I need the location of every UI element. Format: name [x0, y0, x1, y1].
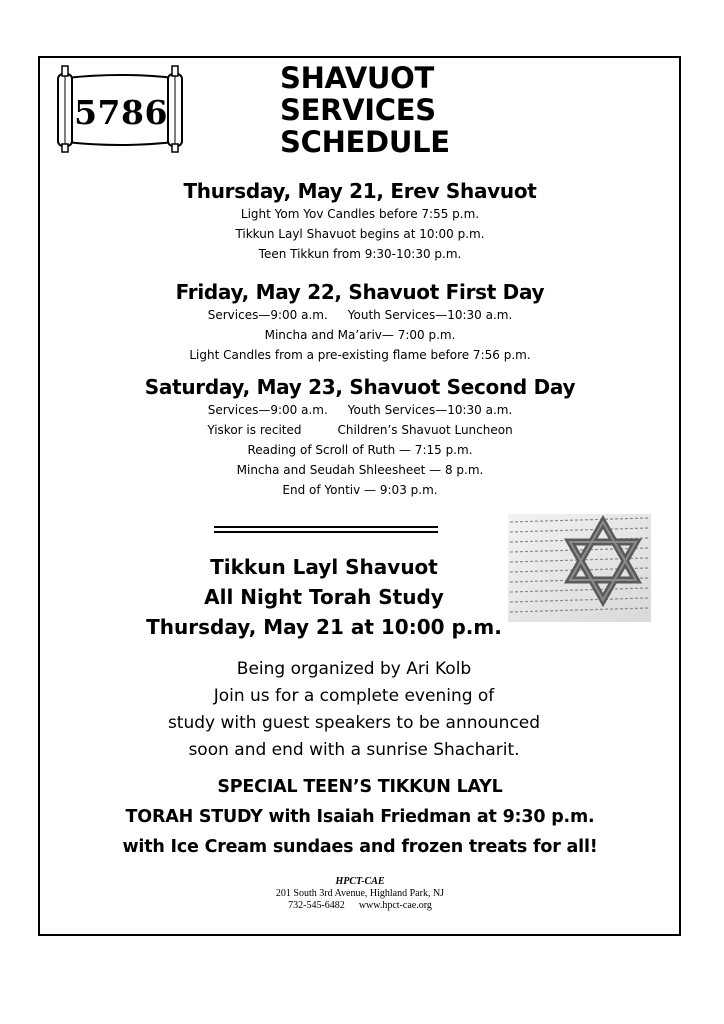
description-line: study with guest speakers to be announced	[167, 713, 541, 733]
schedule-line: Light Candles from a pre-existing flame before 7:56 p.m.	[189, 348, 531, 362]
schedule-item: Children’s Shavuot Luncheon	[337, 423, 513, 437]
title-line: SHAVUOT	[280, 61, 434, 95]
schedule-line: Tikkun Layl Shavuot begins at 10:00 p.m.	[235, 227, 485, 241]
tikkun-heading-line: Thursday, May 21 at 10:00 p.m.	[146, 615, 502, 639]
schedule-line	[60, 305, 660, 325]
day-heading: Saturday, May 23, Shavuot Second Day	[144, 375, 576, 399]
tikkun-heading	[64, 552, 584, 642]
schedule-item: Youth Services—10:30 a.m.	[347, 308, 513, 322]
org-name: HPCT-CAE	[335, 876, 385, 887]
title-line: SERVICES	[280, 93, 436, 127]
section-divider	[214, 526, 438, 533]
schedule-item: Yiskor is recited	[207, 423, 302, 437]
footer-contact	[200, 876, 520, 912]
schedule-item: Services—9:00 a.m.	[207, 308, 328, 322]
teen-line: TORAH STUDY with Isaiah Friedman at 9:30 p.m.	[125, 807, 595, 827]
day-heading: Friday, May 22, Shavuot First Day	[175, 280, 545, 304]
schedule-item: Youth Services—10:30 a.m.	[347, 403, 513, 417]
phone-number: 732-545-6482	[288, 900, 345, 911]
schedule-item: Services—9:00 a.m.	[207, 403, 328, 417]
title-line: SCHEDULE	[280, 125, 450, 159]
year-label: 5786	[74, 93, 168, 132]
contact-line	[200, 900, 520, 912]
day-section-saturday	[60, 374, 660, 500]
schedule-line: Teen Tikkun from 9:30-10:30 p.m.	[258, 247, 462, 261]
schedule-line: Light Yom Yov Candles before 7:55 p.m.	[240, 207, 480, 221]
torah-scroll-icon	[46, 64, 196, 154]
schedule-line	[60, 400, 660, 420]
description-line: Being organized by Ari Kolb	[236, 659, 472, 679]
description-line: soon and end with a sunrise Shacharit.	[188, 740, 520, 760]
website-link[interactable]: www.hpct-cae.org	[358, 900, 432, 911]
description-line: Join us for a complete evening of	[213, 686, 495, 706]
day-section-thursday	[60, 178, 660, 264]
teen-tikkun-notice	[60, 772, 660, 862]
page-title	[280, 62, 540, 158]
teen-line: SPECIAL TEEN’S TIKKUN LAYL	[217, 777, 503, 797]
tikkun-heading-line: All Night Torah Study	[204, 585, 444, 609]
schedule-line: End of Yontiv — 9:03 p.m.	[282, 483, 438, 497]
tikkun-description	[54, 656, 654, 764]
schedule-line: Mincha and Seudah Shleesheet — 8 p.m.	[236, 463, 484, 477]
schedule-line	[60, 420, 660, 440]
day-section-friday	[60, 279, 660, 365]
address: 201 South 3rd Avenue, Highland Park, NJ	[275, 888, 445, 899]
tikkun-heading-line: Tikkun Layl Shavuot	[210, 555, 438, 579]
schedule-line: Reading of Scroll of Ruth — 7:15 p.m.	[247, 443, 473, 457]
day-heading: Thursday, May 21, Erev Shavuot	[183, 179, 537, 203]
schedule-line: Mincha and Ma’ariv— 7:00 p.m.	[264, 328, 456, 342]
teen-line: with Ice Cream sundaes and frozen treats for all!	[122, 837, 598, 857]
